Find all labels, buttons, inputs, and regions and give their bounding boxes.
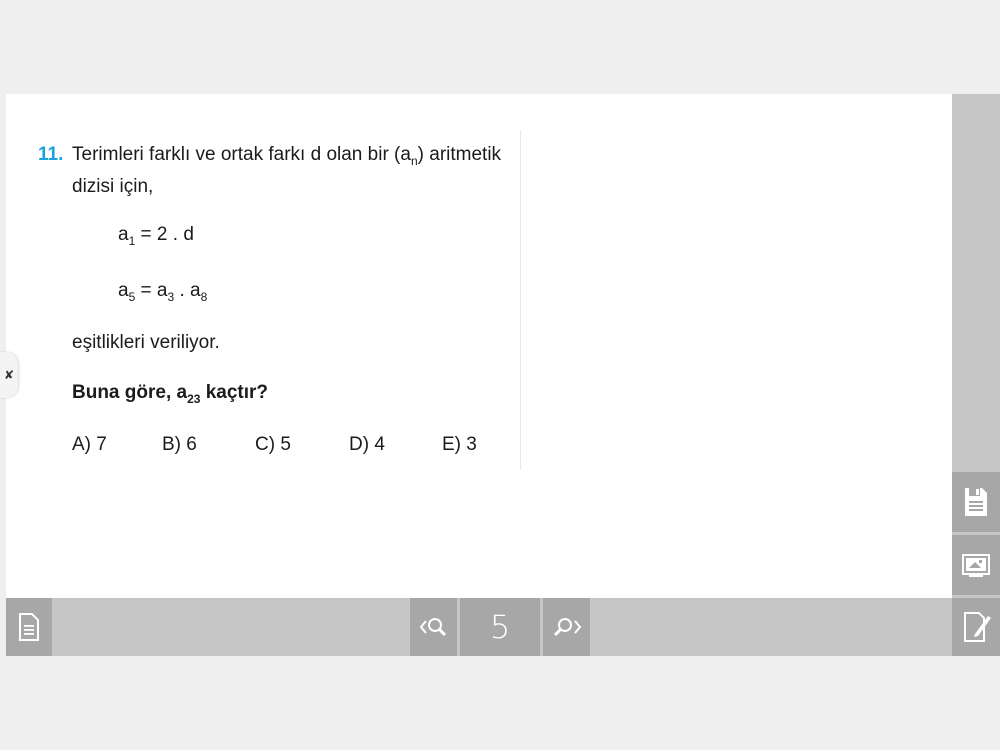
page-number-display[interactable] bbox=[460, 598, 540, 656]
question-line-1: Terimleri farklı ve ortak farkı d olan bir $(a_n)$ aritmetik bbox=[72, 144, 502, 168]
option-b[interactable]: B) 6 bbox=[162, 434, 197, 455]
document-icon bbox=[18, 612, 40, 642]
image-button[interactable] bbox=[952, 535, 1000, 595]
side-panel-tab[interactable] bbox=[0, 352, 18, 398]
option-d[interactable]: D) 4 bbox=[349, 434, 385, 455]
question-line-2: dizisi için, bbox=[72, 176, 154, 197]
column-divider bbox=[520, 130, 521, 470]
image-icon bbox=[961, 552, 991, 578]
edit-note-button[interactable] bbox=[952, 598, 1000, 656]
equation-1: $a_1 = 2$ . d bbox=[118, 224, 194, 248]
page-number: 5 bbox=[489, 608, 511, 646]
equation-2: $a_5 = a_3$ . $a_8$ bbox=[118, 280, 208, 304]
question-number: 11. bbox=[38, 144, 64, 165]
question-prompt: Buna göre, $a_{23}$ kaçtır? bbox=[72, 382, 269, 406]
option-c[interactable]: C) 5 bbox=[255, 434, 291, 455]
document-button[interactable] bbox=[6, 598, 52, 656]
save-button[interactable] bbox=[952, 472, 1000, 532]
zoom-next-icon bbox=[552, 615, 582, 639]
option-e[interactable]: E) 3 bbox=[442, 434, 477, 455]
zoom-prev-icon bbox=[419, 615, 449, 639]
previous-page-button[interactable] bbox=[410, 598, 457, 656]
document-viewer bbox=[3, 94, 1000, 656]
next-page-button[interactable] bbox=[543, 598, 590, 656]
pin-icon: ✘ bbox=[3, 368, 15, 382]
answer-options bbox=[72, 434, 532, 460]
question-line-3: eşitlikleri veriliyor. bbox=[72, 332, 220, 353]
option-a[interactable]: A) 7 bbox=[72, 434, 107, 455]
save-icon bbox=[962, 486, 990, 518]
edit-note-icon bbox=[961, 610, 991, 644]
